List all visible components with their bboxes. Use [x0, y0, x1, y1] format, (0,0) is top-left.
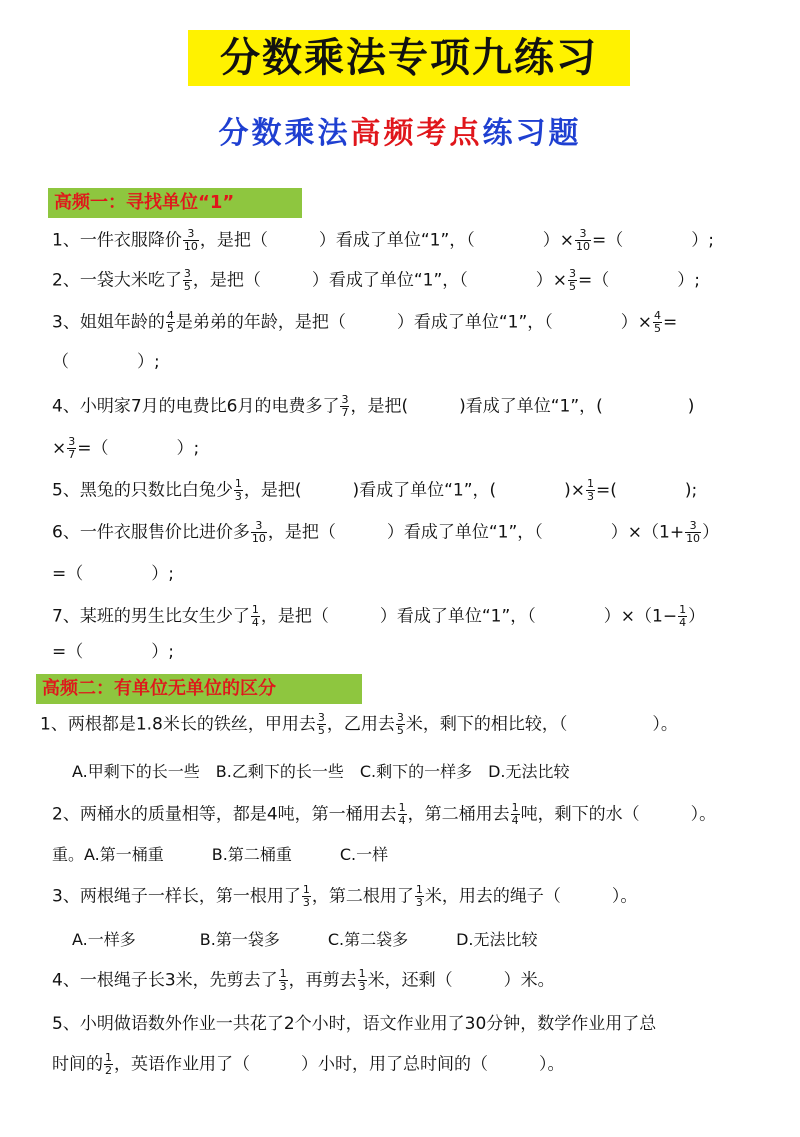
- question-2-1-options: A.甲剩下的长一些 B.乙剩下的长一些 C.剩下的一样多 D.无法比较: [72, 762, 570, 781]
- question-2-5-cont: 时间的 $\frac{1}{2}$ ，英语作业用了（ ）小时，用了总时间的（ ）。: [52, 1051, 565, 1077]
- question-2-3-options: A.一样多 B.第一袋多 C.第二袋多 D.无法比较: [72, 930, 538, 949]
- fraction: $\frac{3}{10}$: [686, 519, 701, 545]
- fraction: $\frac{1}{3}$: [279, 967, 287, 993]
- fraction: $\frac{3}{5}$: [183, 267, 191, 293]
- question-1-2: 2、一袋大米吃了 $\frac{3}{5}$ ，是把（ ）看成了单位“1”，（ ）× $\frac{3}{5}$ =（ ）;: [52, 267, 700, 293]
- fraction: $\frac{3}{5}$: [396, 711, 404, 737]
- fraction: $\frac{1}{4}$: [679, 603, 687, 629]
- fraction: $\frac{1}{3}$: [587, 477, 595, 503]
- fraction: $\frac{3}{7}$: [341, 393, 349, 419]
- fraction: $\frac{1}{4}$: [398, 801, 406, 827]
- question-2-1: 1、两根都是1.8米长的铁丝，甲用去 $\frac{3}{5}$ ，乙用去 $\frac{3}{5}$ 米，剩下的相比较，（ ）。: [40, 711, 678, 737]
- fraction: $\frac{3}{5}$: [569, 267, 577, 293]
- fraction: $\frac{1}{4}$: [511, 801, 519, 827]
- question-1-7-cont: =（ ）;: [52, 642, 174, 662]
- section-2-header: 高频二：有单位无单位的区分: [36, 674, 362, 704]
- question-1-6-cont: =（ ）;: [52, 564, 174, 584]
- fraction: $\frac{3}{10}$: [251, 519, 266, 545]
- page-subtitle: [0, 108, 800, 152]
- question-1-7: 7、某班的男生比女生少了 $\frac{1}{4}$ ，是把（ ）看成了单位“1”，（ ）×（1− $\frac{1}{4}$ ）: [52, 603, 706, 629]
- fraction: $\frac{1}{4}$: [251, 603, 259, 629]
- fraction: $\frac{1}{3}$: [234, 477, 242, 503]
- fraction: $\frac{3}{10}$: [183, 227, 198, 253]
- subtitle-part-c: 练习题: [482, 116, 582, 151]
- question-2-3: 3、两根绳子一样长，第一根用了 $\frac{1}{3}$ ，第二根用了 $\frac{1}{3}$ 米，用去的绳子（ ）。: [52, 883, 638, 909]
- question-1-6: 6、一件衣服售价比进价多 $\frac{3}{10}$ ，是把（ ）看成了单位“1”，（ ）×（1+ $\frac{3}{10}$ ）: [52, 519, 720, 545]
- question-2-2-options: 重。A.第一桶重 B.第二桶重 C.一样: [52, 845, 389, 864]
- question-2-5: 5、小明做语数外作业一共花了2个小时，语文作业用了30分钟，数学作业用了总: [52, 1014, 657, 1034]
- fraction: $\frac{1}{3}$: [302, 883, 310, 909]
- question-1-1: 1、一件衣服降价 $\frac{3}{10}$ ，是把（ ）看成了单位“1”，（ ）× $\frac{3}{10}$ =（ ）;: [52, 227, 714, 253]
- question-1-3-cont: （ ）;: [52, 352, 160, 372]
- subtitle-part-b: 高频考点: [350, 116, 483, 151]
- question-2-2: 2、两桶水的质量相等，都是4吨，第一桶用去 $\frac{1}{4}$ ，第二桶用去 $\frac{1}{4}$ 吨，剩下的水（ ）。: [52, 801, 717, 827]
- section-1-header: 高频一：寻找单位“1”: [48, 188, 302, 218]
- fraction: $\frac{3}{7}$: [68, 435, 76, 461]
- question-1-3: 3、姐姐年龄的 $\frac{4}{5}$ 是弟弟的年龄，是把（ ）看成了单位“1”，（ ）× $\frac{4}{5}$ =: [52, 309, 678, 335]
- fraction: $\frac{1}{3}$: [415, 883, 423, 909]
- question-1-5: 5、黑兔的只数比白兔少 $\frac{1}{3}$ ，是把( )看成了单位“1”，( )× $\frac{1}{3}$ =( );: [52, 477, 698, 503]
- question-1-4: 4、小明家7月的电费比6月的电费多了 $\frac{3}{7}$ ，是把( )看成了单位“1”，( ): [52, 393, 695, 419]
- subtitle-part-a: 分数乘法: [218, 116, 351, 151]
- page-title: 分数乘法专项九练习: [188, 30, 630, 86]
- fraction: $\frac{3}{10}$: [576, 227, 591, 253]
- fraction: $\frac{3}{5}$: [317, 711, 325, 737]
- fraction: $\frac{1}{3}$: [358, 967, 366, 993]
- fraction: $\frac{4}{5}$: [166, 309, 174, 335]
- question-2-4: 4、一根绳子长3米，先剪去了 $\frac{1}{3}$ ，再剪去 $\frac{1}{3}$ 米，还剩（ ）米。: [52, 967, 555, 993]
- question-1-4-cont: × $\frac{3}{7}$ =（ ）;: [52, 435, 200, 461]
- fraction: $\frac{1}{2}$: [105, 1051, 112, 1077]
- fraction: $\frac{4}{5}$: [654, 309, 662, 335]
